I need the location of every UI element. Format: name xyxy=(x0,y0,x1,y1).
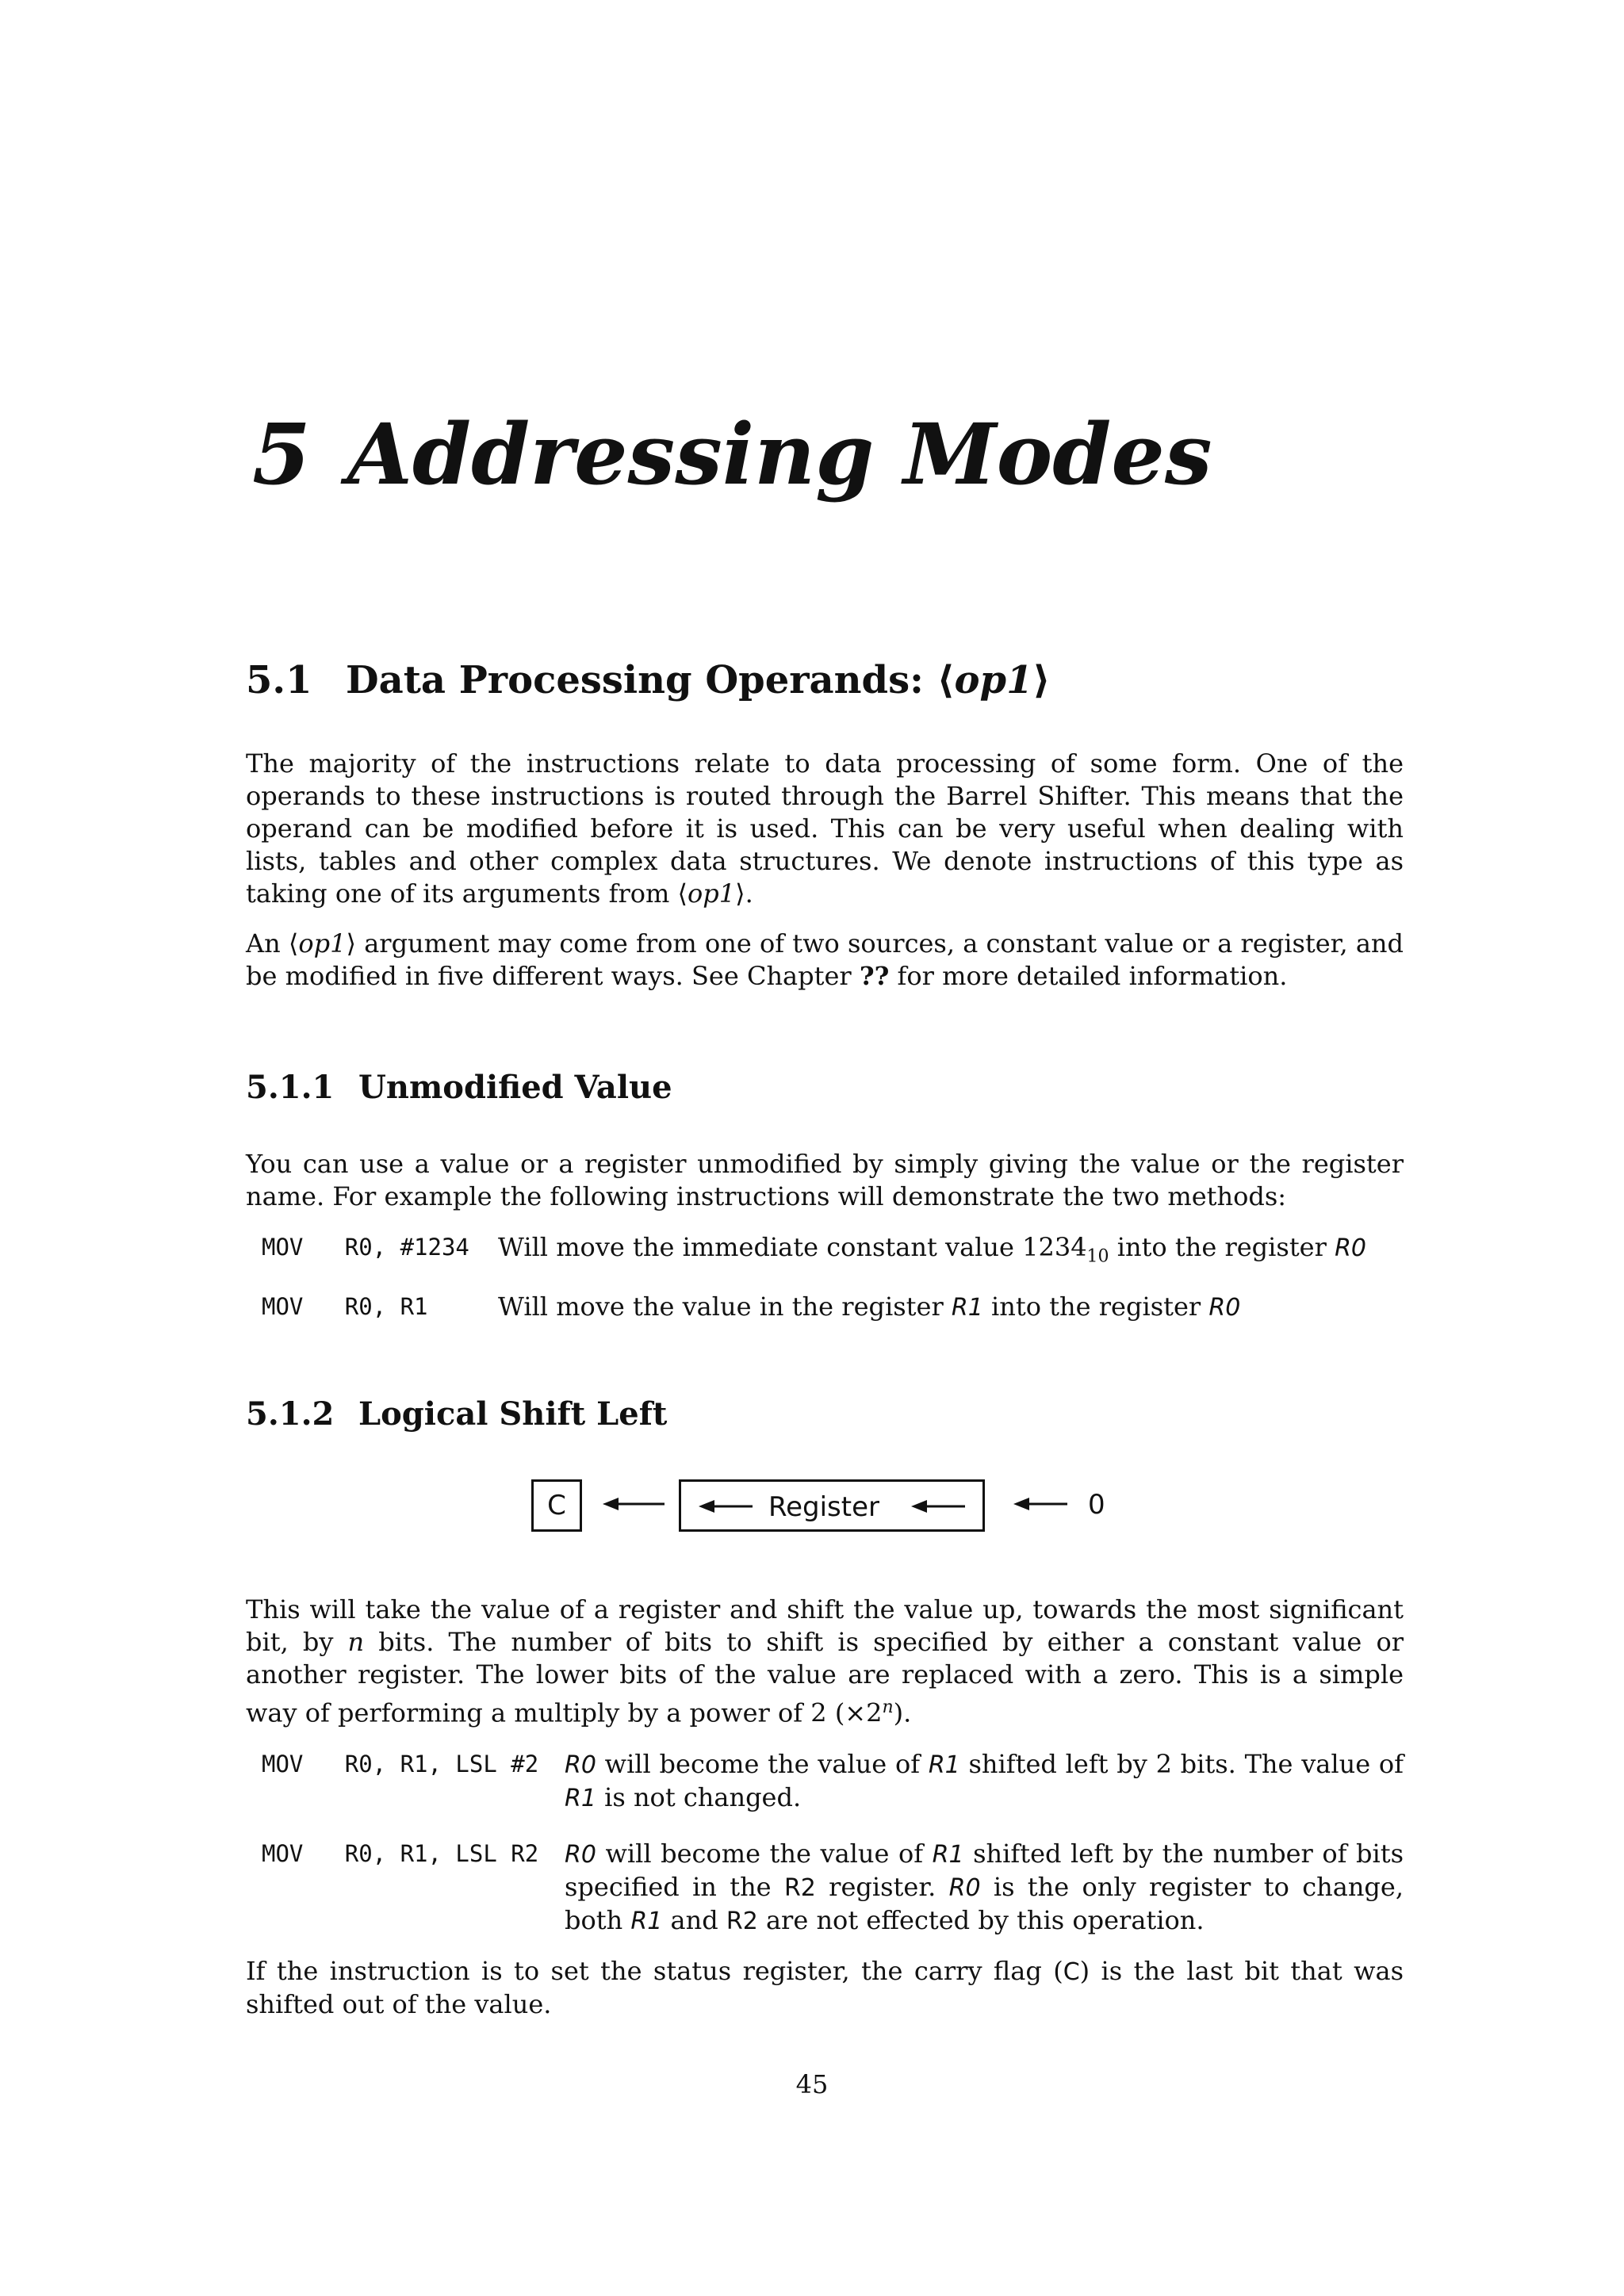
subsection-heading-lsl xyxy=(246,1395,667,1433)
unmodified-paragraph: You can use a value or a register unmodified by simply giving the value or the register name. For example the following instructions will demonstrate the two methods: xyxy=(246,1149,1404,1211)
example-description: R0 will become the value of R1 shifted left by 2 bits. The value of R1 is not changed. xyxy=(565,1749,1404,1812)
example-code: MOV R0, R1 xyxy=(262,1293,428,1320)
example-code: MOV R0, R1, LSL R2 xyxy=(262,1840,539,1867)
chapter-ref: ?? xyxy=(859,961,890,991)
register-label: Register xyxy=(768,1491,879,1523)
example-description: R0 will become the value of R1 shifted left by the number of bits specified in the R2 register. R0 is the only register to change, both R1 and R2 are not effected by this operation. xyxy=(565,1839,1404,1935)
operand-close: ⟩ xyxy=(1032,658,1051,702)
section-number: 5.1 xyxy=(246,658,312,702)
section-heading xyxy=(246,658,1050,702)
intro-paragraph-1: The majority of the instructions relate to data processing of some form. One of the operands to these instructions is routed through the Barrel Shifter. This means that the operand can be modified before it is used. This can be very useful when dealing with lists, tables and other complex data structures. We denote instructions of this type as taking one of its arguments from ⟨op1⟩. xyxy=(246,748,1404,909)
section-title: Data Processing Operands: xyxy=(346,658,924,702)
page-number: 45 xyxy=(795,2069,829,2099)
subsection-number: 5.1.2 xyxy=(246,1395,335,1433)
chapter-heading xyxy=(252,404,1212,503)
example-code: MOV R0, #1234 xyxy=(262,1234,469,1261)
subsection-heading-unmodified xyxy=(246,1069,672,1106)
carry-label: C xyxy=(547,1490,566,1521)
arrow-left-icon xyxy=(1013,1492,1069,1516)
register-box xyxy=(679,1479,985,1532)
example-code: MOV R0, R1, LSL #2 xyxy=(262,1751,539,1777)
example-mov-register xyxy=(262,1291,1404,1324)
intro-paragraph-2: An ⟨op1⟩ argument may come from one of two sources, a constant value or a register, and be modified in five different ways. See Chapter ?? for more detailed information. xyxy=(246,928,1404,991)
example-mov-immediate xyxy=(262,1231,1404,1265)
intro2-op: op1 xyxy=(298,928,347,959)
register-name: R1 xyxy=(951,1294,983,1322)
example-description: Will move the value in the register R1 into the register R0 xyxy=(498,1292,1241,1322)
intro2-text-a: An xyxy=(246,928,289,959)
subsection-title: Logical Shift Left xyxy=(358,1395,668,1433)
carry-paragraph: If the instruction is to set the status register, the carry flag (C) is the last bit that was shifted out of the value. xyxy=(246,1956,1404,2019)
intro2-text-c: for more detailed information. xyxy=(889,961,1288,991)
intro-text-b: . xyxy=(745,878,753,909)
example-description: Will move the immediate constant value $1234_{10}$ into the register R0 xyxy=(498,1232,1367,1267)
register-name: R0 xyxy=(1208,1294,1241,1322)
arrow-left-icon xyxy=(911,1494,967,1518)
subsection-number: 5.1.1 xyxy=(246,1069,335,1106)
zero-input-label: 0 xyxy=(1088,1489,1105,1521)
intro-op: op1 xyxy=(688,878,736,909)
lsl-paragraph: This will take the value of a register and shift the value up, towards the most significant bit, by n bits. The number of bits to shift is specified by either a constant value or another register. The lower bits of the value are replaced with a zero. This is a simple way of performing a multiply by a power of 2 $(\times 2^n)$. xyxy=(246,1594,1404,1728)
subsection-title: Unmodified Value xyxy=(358,1069,672,1106)
arrow-left-icon xyxy=(699,1494,754,1518)
carry-box xyxy=(531,1479,582,1532)
section-operand: op1 xyxy=(954,658,1033,702)
intro-text-a: The majority of the instructions relate to data processing of some form. One of the operands to these instructions is routed through the Barrel Shifter. This means that the operand can be modified before it is used. This can be very useful when dealing with lists, tables and other complex data structures. We denote instructions of this type as taking one of its arguments from xyxy=(246,748,1404,909)
register-name: R0 xyxy=(1335,1234,1367,1262)
intro2-text-b: argument may come from one of two sources, a constant value or a register, and be modified in five different ways. See Chapter xyxy=(246,928,1404,991)
arrow-left-icon xyxy=(603,1492,666,1516)
shift-left-diagram xyxy=(523,1473,1126,1544)
chapter-title: Addressing Modes xyxy=(347,404,1212,503)
chapter-number: 5 xyxy=(252,404,311,503)
operand-open: ⟨ xyxy=(936,658,955,702)
example-lsl-register xyxy=(262,1838,1404,1938)
example-lsl-immediate xyxy=(262,1748,1404,1815)
